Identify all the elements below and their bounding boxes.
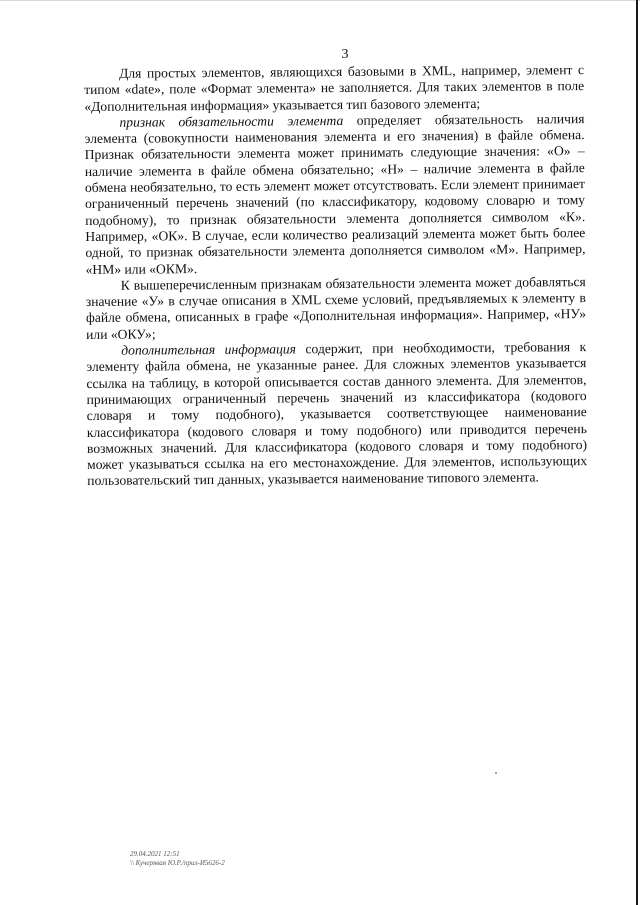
paragraph-text: определяет обязательность наличия элемента (совокупности наименования элемента и его значения) в файле обмена. Признак обязательности элемента может принимать следующие значения: «О» – наличие элемента в файле обмена обязательно; «Н» – наличие элемента в файле обмена необязательно, то есть элемент может отсутствовать. Если элемент принимает ограниченный перечень значений (по классификатору, кодовому словарю и тому подобному), то признак обязательности элемента дополняется символом «К». Например, «ОК». В случае, если количество реализаций элемента может быть более одной, то признак обязательности элемента дополняется символом «М». Например, «НМ» или «ОКМ». [84,110,586,277]
paragraph-text: содержит, при необходимости, требования к элементу файла обмена, не указанные ранее. Для сложных элементов указывается ссылка на таблицу, в которой описывается состав данного элемента. Для элементов, принимающих ограниченный перечень значений из классификатора (кодового словаря и тому подобного), указывается соответствующее наименование классификатора (кодового словаря и тому подобного) или приводится перечень возможных значений. Для классификатора (кодового словаря и тому подобного) может указываться ссылка на его местонахождение. Для элементов, использующих пользовательский тип данных, указывается наименование типового элемента. [86,339,588,489]
footer-doc-reference: \\ Кучерявая Ю.Р./прил-И5626-2 [130,859,225,867]
paragraph-text: К вышеперечисленным признакам обязательности элемента может добавляться значение «У» в случае описания в XML схеме условий, предъявляемых к элементу в файле обмена, описанных в графе «Дополнительная информация». Например, «НУ» или «ОКУ»; [85,273,587,342]
paragraph-text: Для простых элементов, являющихся базовыми в XML, например, элемент с типом «date», поле «Формат элемента» не заполняется. Для таких элементов в поле «Дополнительная информация» указывается тип базового элемента; [84,62,585,114]
document-body [84,62,587,490]
scan-speck [495,772,497,774]
footer-timestamp: 29.04.2021 12:51 [130,850,180,858]
paragraph-u-value [86,274,586,343]
page-number: 3 [341,47,349,62]
paragraph-additional-info [86,339,587,490]
paragraph-simple-elements [84,62,584,115]
paragraph-obligatory-attribute [84,111,585,278]
document-footer [130,850,225,868]
paragraph-lead-term: признак обязательности элемента [119,112,344,130]
paragraph-lead-term: дополнительная информация [121,341,297,358]
